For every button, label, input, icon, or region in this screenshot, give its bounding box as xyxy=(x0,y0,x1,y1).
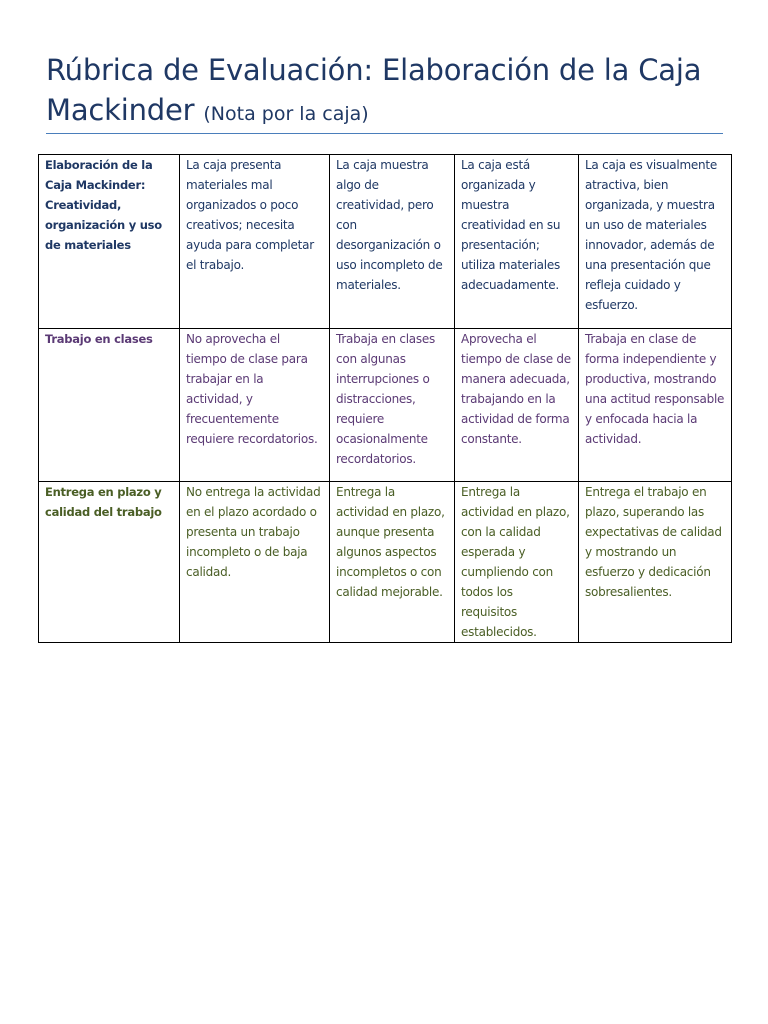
level-cell: Entrega el trabajo en plazo, superando las expectativas de calidad y mostrando un esfuerzo y dedicación sobresalientes. xyxy=(579,482,732,643)
criterion-cell: Elaboración de la Caja Mackinder: Creatividad, organización y uso de materiales xyxy=(39,155,180,329)
level-cell: No entrega la actividad en el plazo acordado o presenta un trabajo incompleto o de baja calidad. xyxy=(180,482,330,643)
level-cell: Entrega la actividad en plazo, con la calidad esperada y cumpliendo con todos los requisitos establecidos. xyxy=(455,482,579,643)
level-cell: La caja muestra algo de creatividad, pero con desorganización o uso incompleto de materiales. xyxy=(330,155,455,329)
level-cell: No aprovecha el tiempo de clase para trabajar en la actividad, y frecuentemente requiere recordatorios. xyxy=(180,329,330,482)
title-underline xyxy=(46,133,723,134)
title-block xyxy=(46,50,722,134)
level-cell: La caja está organizada y muestra creatividad en su presentación; utiliza materiales adecuadamente. xyxy=(455,155,579,329)
page-title-subtitle: (Nota por la caja) xyxy=(203,103,369,125)
level-cell: La caja presenta materiales mal organizados o poco creativos; necesita ayuda para completar el trabajo. xyxy=(180,155,330,329)
table-row xyxy=(39,155,732,329)
criterion-cell: Trabajo en clases xyxy=(39,329,180,482)
rubric-table xyxy=(38,154,732,643)
level-cell: Entrega la actividad en plazo, aunque presenta algunos aspectos incompletos o con calidad mejorable. xyxy=(330,482,455,643)
level-cell: Aprovecha el tiempo de clase de manera adecuada, trabajando en la actividad de forma constante. xyxy=(455,329,579,482)
table-row xyxy=(39,329,732,482)
criterion-cell: Entrega en plazo y calidad del trabajo xyxy=(39,482,180,643)
table-row xyxy=(39,482,732,643)
page-title xyxy=(46,50,722,134)
page-title-main: Rúbrica de Evaluación: Elaboración de la Caja Mackinder xyxy=(46,53,702,127)
level-cell: Trabaja en clases con algunas interrupciones o distracciones, requiere ocasionalmente recordatorios. xyxy=(330,329,455,482)
level-cell: La caja es visualmente atractiva, bien organizada, y muestra un uso de materiales innovador, además de una presentación que refleja cuidado y esfuerzo. xyxy=(579,155,732,329)
level-cell: Trabaja en clase de forma independiente y productiva, mostrando una actitud responsable y enfocada hacia la actividad. xyxy=(579,329,732,482)
